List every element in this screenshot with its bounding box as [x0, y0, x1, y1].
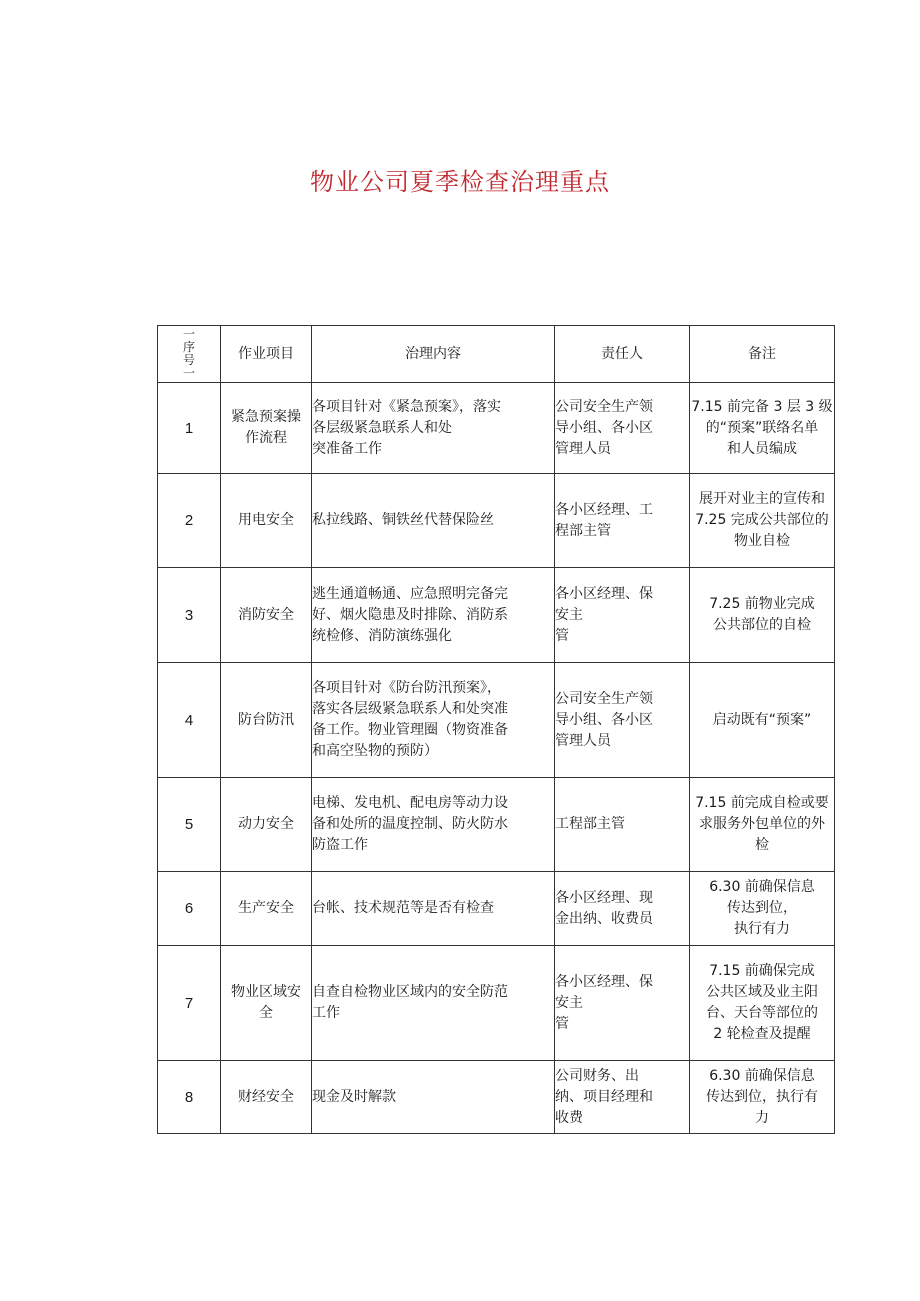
header-responsible: 责任人	[555, 326, 690, 383]
row-item: 财经安全	[221, 1061, 312, 1134]
row-item: 动力安全	[221, 778, 312, 872]
table-row	[158, 778, 835, 872]
row-remarks: 7.25 前物业完成 公共部位的自检	[690, 568, 835, 663]
header-content: 治理内容	[312, 326, 555, 383]
row-content: 私拉线路、铜铁丝代替保险丝	[312, 474, 555, 568]
table-row	[158, 1061, 835, 1134]
row-item: 防台防汛	[221, 663, 312, 778]
inspection-table	[157, 325, 835, 1134]
row-responsible: 工程部主管	[555, 778, 690, 872]
row-no: 3	[158, 568, 221, 663]
row-remarks: 6.30 前确保信息 传达到位， 执行有力	[690, 872, 835, 946]
row-content: 各项目针对《紧急预案》，落实 各层级紧急联系人和处 突准备工作	[312, 383, 555, 474]
row-item: 紧急预案操 作流程	[221, 383, 312, 474]
row-no: 1	[158, 383, 221, 474]
header-remarks: 备注	[690, 326, 835, 383]
row-responsible: 各小区经理、工 程部主管	[555, 474, 690, 568]
row-item: 消防安全	[221, 568, 312, 663]
row-content: 自查自检物业区域内的安全防范 工作	[312, 946, 555, 1061]
row-no: 2	[158, 474, 221, 568]
table-row	[158, 946, 835, 1061]
row-responsible: 公司财务、出 纳、项目经理和 收费	[555, 1061, 690, 1134]
row-no: 7	[158, 946, 221, 1061]
row-remarks: 展开对业主的宣传和 7.25 完成公共部位的 物业自检	[690, 474, 835, 568]
row-content: 台帐、技术规范等是否有检查	[312, 872, 555, 946]
row-content: 电梯、发电机、配电房等动力设 备和处所的温度控制、防火防水 防盗工作	[312, 778, 555, 872]
row-remarks: 启动既有“预案”	[690, 663, 835, 778]
row-no: 5	[158, 778, 221, 872]
document-title: 物业公司夏季检查治理重点	[310, 168, 610, 196]
table-body	[158, 326, 835, 1134]
header-item: 作业项目	[221, 326, 312, 383]
table-row	[158, 568, 835, 663]
row-item: 物业区域安 全	[221, 946, 312, 1061]
table-row	[158, 872, 835, 946]
row-responsible: 各小区经理、现 金出纳、收费员	[555, 872, 690, 946]
row-item: 用电安全	[221, 474, 312, 568]
row-responsible: 公司安全生产领 导小组、各小区 管理人员	[555, 663, 690, 778]
table-row	[158, 663, 835, 778]
row-remarks: 7.15 前完成自检或要 求服务外包单位的外 检	[690, 778, 835, 872]
row-remarks: 7.15 前确保完成 公共区域及业主阳 台、天台等部位的 2 轮检查及提醒	[690, 946, 835, 1061]
row-content: 现金及时解款	[312, 1061, 555, 1134]
table-row	[158, 383, 835, 474]
row-content: 逃生通道畅通、应急照明完备完 好、烟火隐患及时排除、消防系 统检修、消防演练强化	[312, 568, 555, 663]
row-content: 各项目针对《防台防汛预案》， 落实各层级紧急联系人和处突准 备工作。物业管理圈（物资准备 和高空坠物的预防）	[312, 663, 555, 778]
table-header-row	[158, 326, 835, 383]
table-row	[158, 474, 835, 568]
row-responsible: 各小区经理、保 安主 管	[555, 568, 690, 663]
header-no: 一 序 号 一	[158, 326, 221, 383]
row-remarks: 6.30 前确保信息 传达到位，执行有 力	[690, 1061, 835, 1134]
row-no: 8	[158, 1061, 221, 1134]
row-no: 6	[158, 872, 221, 946]
row-no: 4	[158, 663, 221, 778]
row-responsible: 公司安全生产领 导小组、各小区 管理人员	[555, 383, 690, 474]
row-item: 生产安全	[221, 872, 312, 946]
row-responsible: 各小区经理、保 安主 管	[555, 946, 690, 1061]
row-remarks: 7.15 前完备 3 层 3 级 的“预案”联络名单 和人员编成	[690, 383, 835, 474]
